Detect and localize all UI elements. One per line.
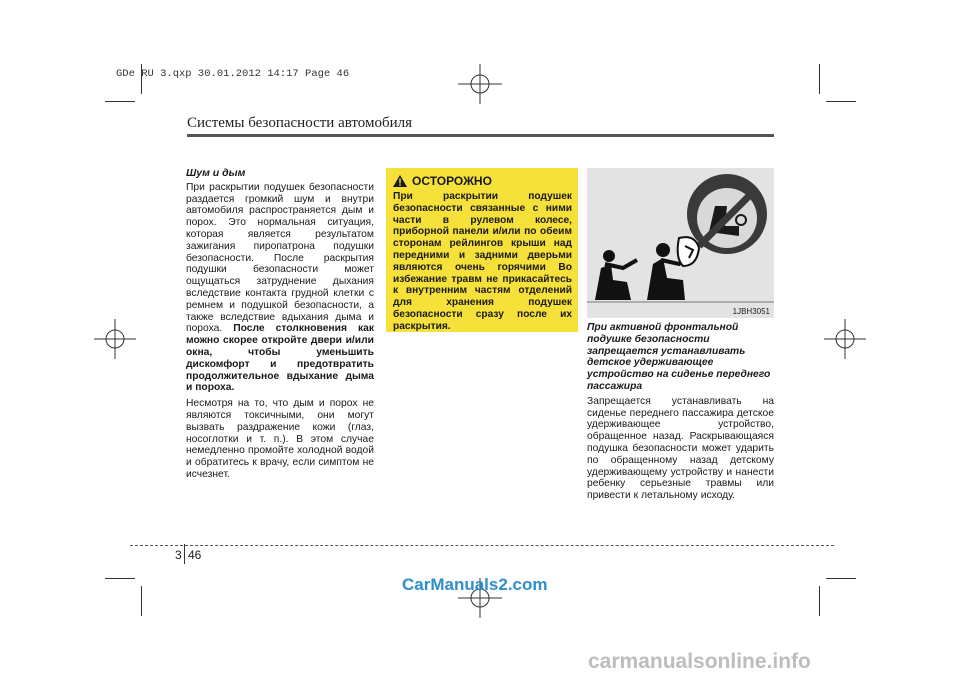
warning-body: При раскрытии подушек безопасности связанные с ними части в рулевом колесе, приборной панели и/или по обеим сторонам рейлингов крыши над передними и задними дверьми являются очень горячими Во избежание травм не прикасайтесь к внутренним частям отделений для хранения подушек безопасности сразу после их раскрытия. [393, 191, 572, 332]
left-paragraph-1-text: При раскрытии подушек безопасности раздается громкий шум и внутри автомобиля распространяется дым и порох. Это нормальная ситуация, которая является результатом зажигания пиропатрона подушки безопасности. После раскрытия подушки безопасности может ощущаться затруднение дыхания вследствие контакта грудной клетки с ремнем и подушкой безопасности, а также вследствие вдыхания дыма и пороха. [186, 181, 374, 335]
print-slug: GDe RU 3.qxp 30.01.2012 14:17 Page 46 [116, 68, 350, 80]
airbag-figure [587, 160, 774, 318]
warning-triangle-icon [393, 175, 407, 187]
left-paragraph-1 [186, 182, 374, 394]
page-number: 46 [188, 548, 202, 562]
right-paragraph: Запрещается устанавливать на сиденье переднего пассажира детское удерживающее устройство, обращенное назад. Раскрывающаяся подушка безопасности может ударить по обращенному назад детскому удерживающему устройству и нанести ребенку серьезные травмы или привести к летальному исходу. [587, 395, 774, 502]
watermark-carmanuals2[interactable]: CarManuals2.com [402, 575, 548, 594]
warning-title: ОСТОРОЖНО [412, 174, 492, 188]
title-rule [187, 134, 774, 137]
page-number-divider [184, 544, 185, 564]
left-column [186, 168, 374, 485]
warning-header [393, 174, 572, 188]
page-section-number: 3 [175, 548, 182, 562]
watermark-carmanualsonline[interactable]: carmanualsonline.info [588, 650, 811, 673]
figure-airbag-label: AIRBAG [587, 160, 636, 171]
warning-box [386, 168, 578, 332]
section-title: Системы безопасности автомобиля [187, 115, 413, 131]
no-child-seat-illustration [587, 160, 774, 318]
right-column [587, 322, 774, 506]
footer-dashed-rule [130, 545, 834, 546]
left-subtitle: Шум и дым [186, 167, 246, 179]
left-paragraph-2: Несмотря на то, что дым и порох не являются токсичными, они могут вызвать раздражение кожи (глаз, носоглотки и т. п.). В этом случае немедленно промойте холодной водой и обратитесь к врачу, если симптом не исчезнет. [186, 398, 374, 480]
figure-code: 1JBH3051 [732, 307, 770, 316]
right-subtitle: При активной фронтальной подушке безопасности запрещается устанавливать детское удерживающее устройство на сиденье переднего пассажира [587, 322, 771, 392]
left-paragraph-1-bold: После столкновения как можно скорее откройте двери и/или окна, чтобы уменьшить дискомфорт и предотвратить продолжительное вдыхание дыма и пороха. [186, 323, 374, 394]
